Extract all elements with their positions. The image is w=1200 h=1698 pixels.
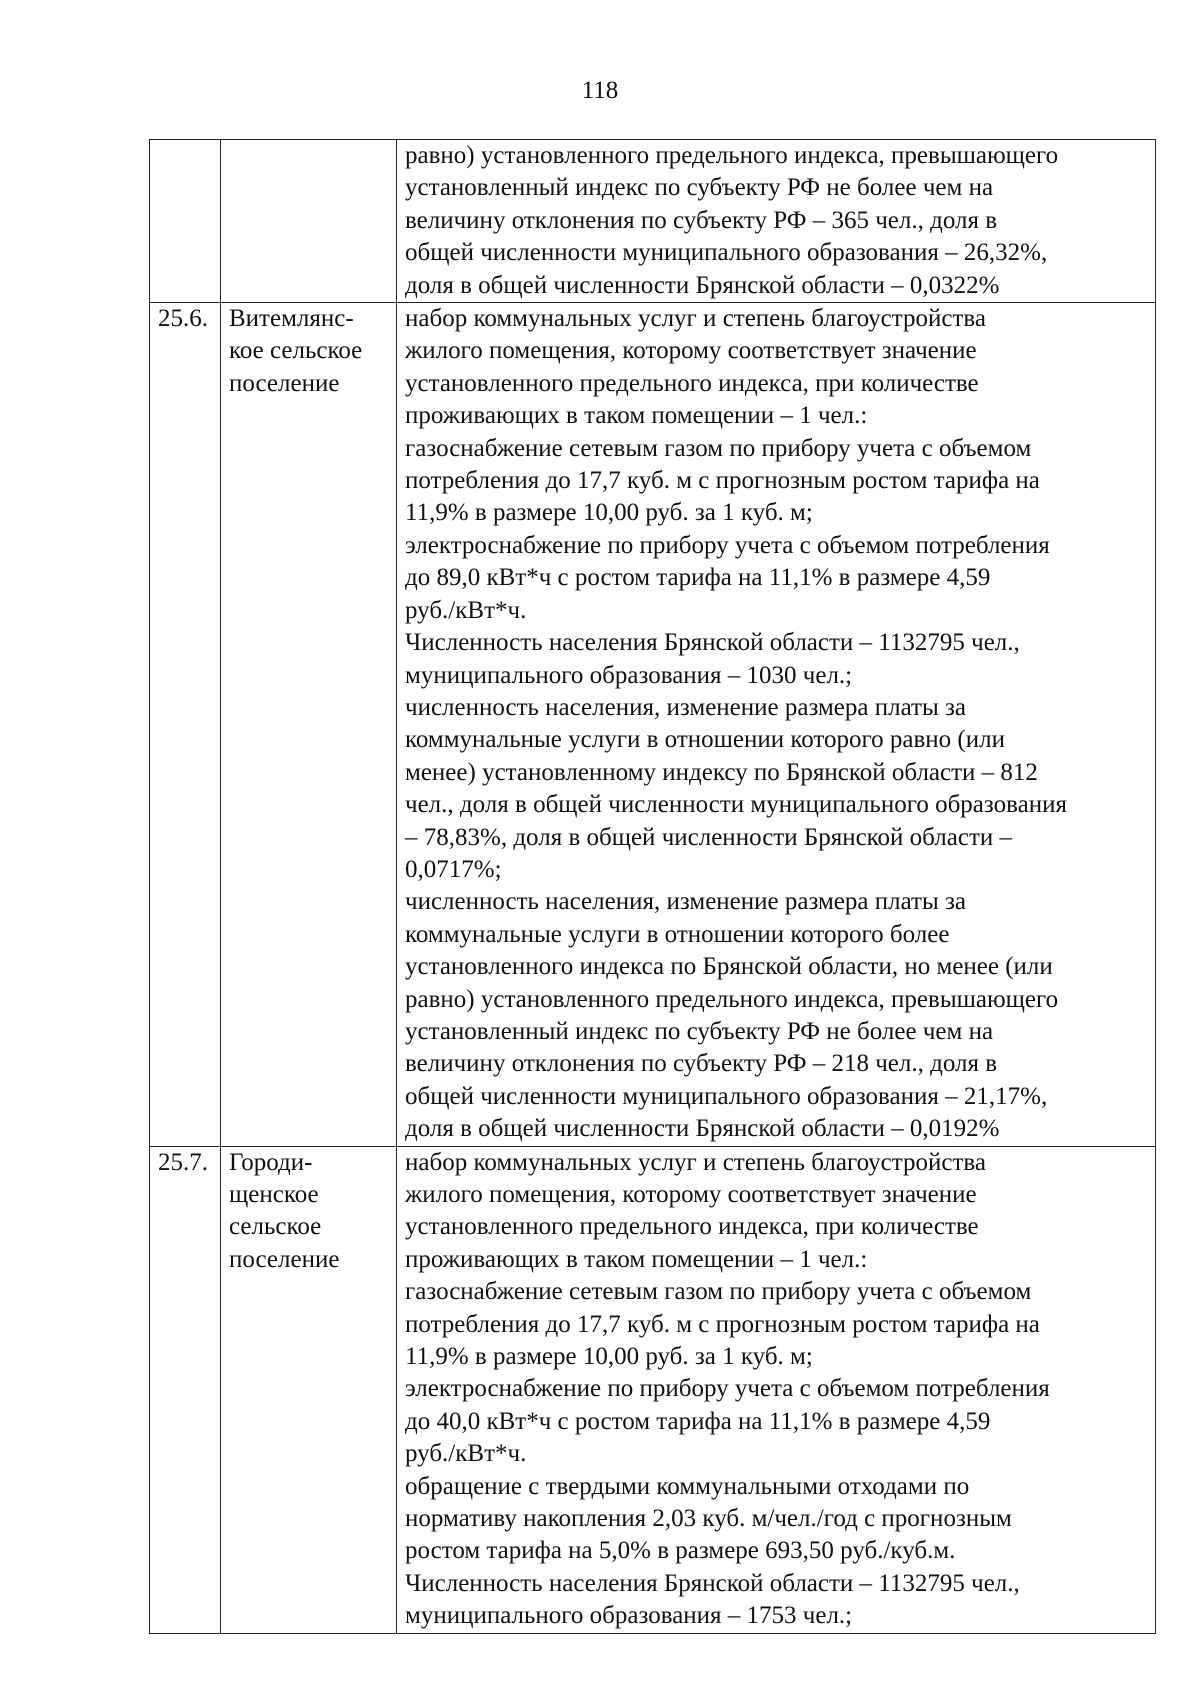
description-line: равно) установленного предельного индекса, превышающего bbox=[405, 985, 1059, 1013]
description-line: коммунальные услуги в отношении которого более bbox=[405, 920, 950, 948]
settlement-name-cell bbox=[221, 1146, 397, 1633]
description-line: нормативу накопления 2,03 куб. м/чел./год с прогнозным bbox=[405, 1505, 1012, 1533]
description-line: установленный индекс по субъекту РФ не более чем на bbox=[405, 174, 994, 202]
table-row bbox=[150, 140, 1156, 303]
description-line: до 89,0 кВт*ч с ростом тарифа на 11,1% в размере 4,59 bbox=[405, 564, 991, 592]
settlement-name-line: поселение bbox=[229, 1245, 340, 1273]
description-line: жилого помещения, которому соответствует значение bbox=[405, 337, 977, 365]
description-line: муниципального образования – 1753 чел.; bbox=[405, 1602, 853, 1630]
description-line: муниципального образования – 1030 чел.; bbox=[405, 661, 853, 689]
document-table bbox=[149, 139, 1156, 1634]
settlement-name-line: Витемлянс- bbox=[229, 305, 354, 333]
description-line: жилого помещения, которому соответствует значение bbox=[405, 1181, 977, 1208]
page-number: 118 bbox=[581, 77, 619, 104]
description-line: проживающих в таком помещении – 1 чел.: bbox=[405, 1245, 868, 1273]
table-body bbox=[150, 140, 1156, 1634]
description-line: Численность населения Брянской области – 1132795 чел., bbox=[405, 629, 1020, 657]
table-row bbox=[150, 1146, 1156, 1633]
description-line: общей численности муниципального образования – 26,32%, bbox=[405, 239, 1048, 267]
description-line: набор коммунальных услуг и степень благоустройства bbox=[405, 1148, 986, 1176]
row-number: 25.7. bbox=[158, 1148, 208, 1176]
row-number: 25.6. bbox=[158, 305, 208, 333]
description-line: доля в общей численности Брянской области – 0,0192% bbox=[405, 1115, 1000, 1143]
description-line: менее) установленному индексу по Брянской области – 812 bbox=[405, 758, 1038, 786]
row-number-cell bbox=[150, 140, 221, 303]
description-cell bbox=[397, 1146, 1156, 1633]
settlement-name-line: сельское bbox=[229, 1213, 322, 1241]
description-line: потребления до 17,7 куб. м с прогнозным ростом тарифа на bbox=[405, 1310, 1040, 1338]
description-line: руб./кВт*ч. bbox=[405, 1440, 527, 1468]
description-line: – 78,83%, доля в общей численности Брянской области – bbox=[405, 823, 1012, 851]
description-line: обращение с твердыми коммунальными отходами по bbox=[405, 1472, 970, 1500]
description-line: до 40,0 кВт*ч с ростом тарифа на 11,1% в размере 4,59 bbox=[405, 1407, 991, 1435]
description-line: численность населения, изменение размера платы за bbox=[405, 888, 966, 916]
description-line: величину отклонения по субъекту РФ – 365 чел., доля в bbox=[405, 206, 998, 234]
description-line: электроснабжение по прибору учета с объемом потребления bbox=[405, 1375, 1050, 1403]
description-line: проживающих в таком помещении – 1 чел.: bbox=[405, 402, 868, 430]
description-cell bbox=[397, 140, 1156, 303]
description-line: коммунальные услуги в отношении которого равно (или bbox=[405, 726, 1005, 754]
settlement-name-line: Городи- bbox=[229, 1148, 313, 1176]
row-number-cell bbox=[150, 1146, 221, 1633]
settlement-name-cell bbox=[221, 140, 397, 303]
description-line: 0,0717%; bbox=[405, 855, 502, 883]
description-line: газоснабжение сетевым газом по прибору учета с объемом bbox=[405, 434, 1032, 462]
settlement-name-line: щенское bbox=[229, 1181, 319, 1208]
settlement-name-line: кое сельское bbox=[229, 337, 363, 365]
settlement-name-cell bbox=[221, 303, 397, 1147]
description-line: набор коммунальных услуг и степень благоустройства bbox=[405, 305, 986, 333]
description-line: 11,9% в размере 10,00 руб. за 1 куб. м; bbox=[405, 1343, 813, 1371]
description-line: чел., доля в общей численности муниципального образования bbox=[405, 791, 1067, 819]
description-line: 11,9% в размере 10,00 руб. за 1 куб. м; bbox=[405, 499, 813, 527]
description-line: газоснабжение сетевым газом по прибору учета с объемом bbox=[405, 1278, 1032, 1306]
table-row bbox=[150, 303, 1156, 1147]
description-line: общей численности муниципального образования – 21,17%, bbox=[405, 1082, 1048, 1110]
description-line: численность населения, изменение размера платы за bbox=[405, 693, 966, 721]
description-line: величину отклонения по субъекту РФ – 218 чел., доля в bbox=[405, 1050, 998, 1078]
description-line: равно) установленного предельного индекса, превышающего bbox=[405, 142, 1059, 169]
description-line: потребления до 17,7 куб. м с прогнозным ростом тарифа на bbox=[405, 467, 1040, 495]
description-line: Численность населения Брянской области – 1132795 чел., bbox=[405, 1569, 1020, 1597]
description-line: установленного предельного индекса, при количестве bbox=[405, 369, 979, 397]
description-cell bbox=[397, 303, 1156, 1147]
settlement-name-line: поселение bbox=[229, 369, 340, 397]
description-line: руб./кВт*ч. bbox=[405, 596, 527, 624]
description-line: электроснабжение по прибору учета с объемом потребления bbox=[405, 531, 1050, 559]
row-number-cell bbox=[150, 303, 221, 1147]
description-line: установленного предельного индекса, при количестве bbox=[405, 1213, 979, 1241]
description-line: доля в общей численности Брянской области – 0,0322% bbox=[405, 271, 1000, 299]
description-line: установленный индекс по субъекту РФ не более чем на bbox=[405, 1017, 994, 1045]
description-line: ростом тарифа на 5,0% в размере 693,50 руб./куб.м. bbox=[405, 1537, 956, 1565]
description-line: установленного индекса по Брянской области, но менее (или bbox=[405, 953, 1053, 981]
